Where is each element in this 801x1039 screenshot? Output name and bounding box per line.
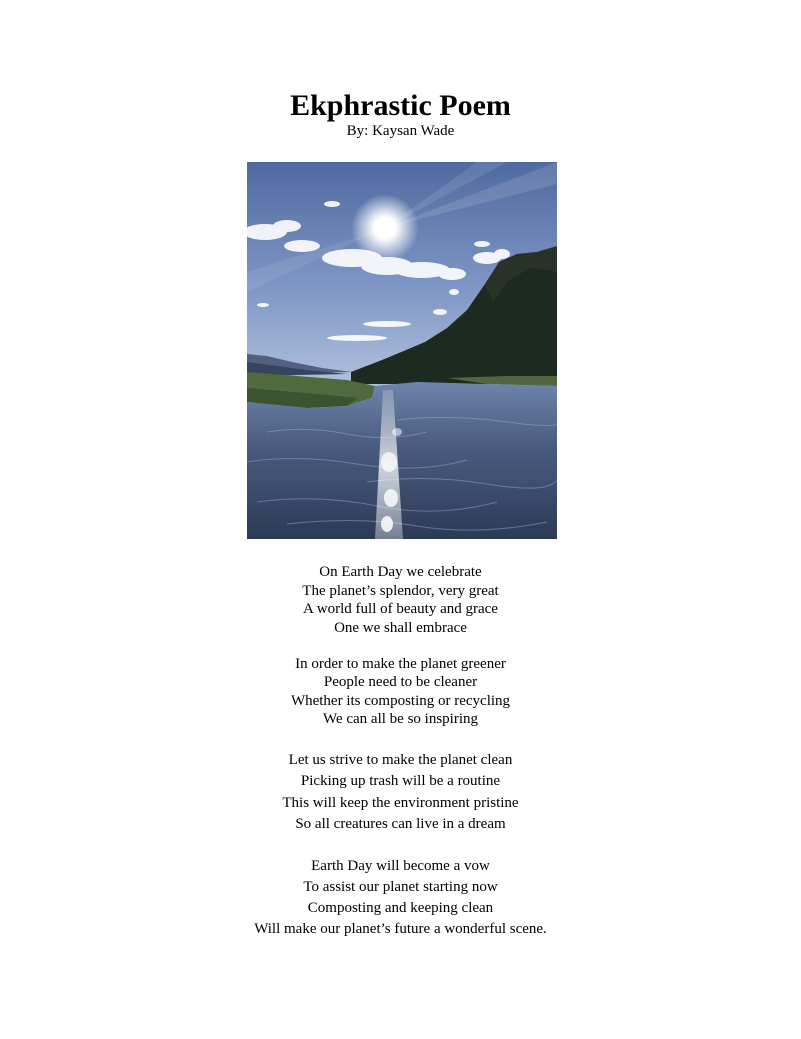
poem-line: We can all be so inspiring [322, 710, 478, 727]
poem-line: The planet’s splendor, very great [302, 582, 499, 599]
river-landscape-photo [247, 162, 557, 539]
poem-line: In order to make the planet greener [295, 656, 506, 672]
poem-line: A world full of beauty and grace [303, 601, 498, 618]
poem-stanza-4 [0, 856, 801, 940]
poem-line: To assist our planet starting now [303, 879, 498, 895]
poem-line: Let us strive to make the planet clean [288, 752, 513, 768]
poem-line: On Earth Day we celebrate [319, 564, 482, 580]
poem-line: This will keep the environment pristine [282, 794, 519, 811]
poem-title: Ekphrastic Poem [290, 89, 511, 122]
poem-stanza-1 [0, 563, 801, 638]
poem-line: Will make our planet’s future a wonderful scene. [254, 921, 547, 937]
poem-line: Picking up trash will be a routine [300, 773, 501, 790]
poem-stanza-2 [0, 655, 801, 728]
poem-line: Whether its composting or recycling [290, 692, 511, 709]
poem-line: So all creatures can live in a dream [295, 815, 506, 832]
poem-line: One we shall embrace [334, 620, 467, 637]
poem-line: Earth Day will become a vow [311, 858, 490, 874]
poem-line: People need to be cleaner [323, 674, 478, 691]
author-byline: By: Kaysan Wade [346, 123, 455, 139]
poem-stanza-3 [0, 750, 801, 835]
poem-line: Composting and keeping clean [307, 900, 494, 916]
